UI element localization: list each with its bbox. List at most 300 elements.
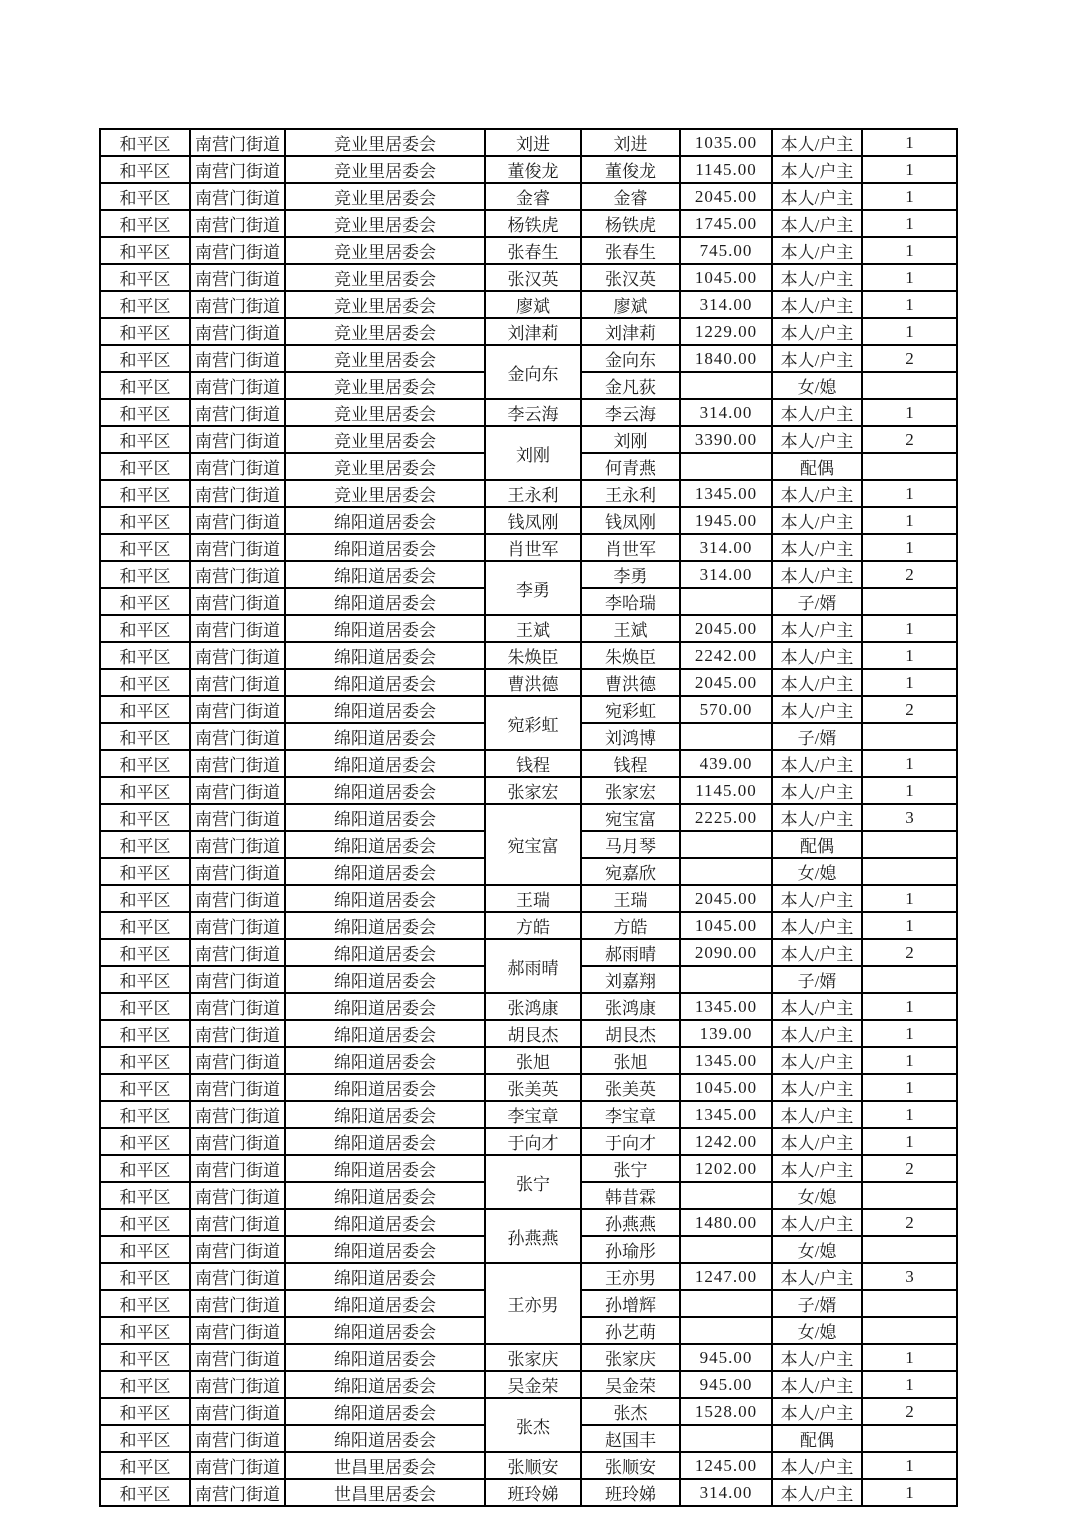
cell-committee: 绵阳道居委会 — [285, 777, 485, 804]
cell-applicant: 张春生 — [485, 237, 581, 264]
cell-member: 马月琴 — [581, 831, 680, 858]
cell-amount — [680, 966, 772, 993]
cell-relation: 本人/户主 — [772, 1263, 862, 1290]
cell-district: 和平区 — [100, 1452, 190, 1479]
cell-committee: 绵阳道居委会 — [285, 642, 485, 669]
cell-district: 和平区 — [100, 1263, 190, 1290]
cell-district: 和平区 — [100, 1155, 190, 1182]
cell-street: 南营门街道 — [190, 696, 285, 723]
cell-relation: 本人/户主 — [772, 804, 862, 831]
cell-street: 南营门街道 — [190, 1425, 285, 1452]
cell-relation: 本人/户主 — [772, 750, 862, 777]
cell-committee: 绵阳道居委会 — [285, 588, 485, 615]
cell-count — [862, 1425, 957, 1452]
cell-amount — [680, 723, 772, 750]
cell-member: 李哈瑞 — [581, 588, 680, 615]
cell-member: 杨铁虎 — [581, 210, 680, 237]
cell-amount: 1229.00 — [680, 318, 772, 345]
cell-count — [862, 1236, 957, 1263]
cell-amount: 314.00 — [680, 399, 772, 426]
cell-applicant: 王永利 — [485, 480, 581, 507]
cell-applicant: 李云海 — [485, 399, 581, 426]
cell-committee: 绵阳道居委会 — [285, 507, 485, 534]
cell-district: 和平区 — [100, 1047, 190, 1074]
cell-street: 南营门街道 — [190, 669, 285, 696]
cell-relation: 本人/户主 — [772, 210, 862, 237]
cell-member: 张宁 — [581, 1155, 680, 1182]
cell-relation: 女/媳 — [772, 372, 862, 399]
cell-district: 和平区 — [100, 669, 190, 696]
cell-amount — [680, 453, 772, 480]
cell-district: 和平区 — [100, 1101, 190, 1128]
cell-member: 朱焕臣 — [581, 642, 680, 669]
cell-district: 和平区 — [100, 129, 190, 156]
cell-district: 和平区 — [100, 318, 190, 345]
cell-amount: 1045.00 — [680, 264, 772, 291]
cell-street: 南营门街道 — [190, 858, 285, 885]
cell-count: 1 — [862, 210, 957, 237]
cell-count: 2 — [862, 1398, 957, 1425]
cell-district: 和平区 — [100, 507, 190, 534]
cell-count: 1 — [862, 129, 957, 156]
cell-district: 和平区 — [100, 1074, 190, 1101]
cell-street: 南营门街道 — [190, 723, 285, 750]
cell-street: 南营门街道 — [190, 561, 285, 588]
cell-committee: 绵阳道居委会 — [285, 669, 485, 696]
cell-street: 南营门街道 — [190, 156, 285, 183]
cell-count: 1 — [862, 183, 957, 210]
cell-count: 2 — [862, 426, 957, 453]
cell-applicant: 张杰 — [485, 1398, 581, 1452]
cell-relation: 本人/户主 — [772, 669, 862, 696]
cell-relation: 本人/户主 — [772, 345, 862, 372]
table-row — [100, 1479, 957, 1506]
cell-relation: 本人/户主 — [772, 1344, 862, 1371]
table-row — [100, 561, 957, 588]
cell-member: 郝雨晴 — [581, 939, 680, 966]
cell-relation: 本人/户主 — [772, 318, 862, 345]
cell-amount: 1945.00 — [680, 507, 772, 534]
cell-member: 吴金荣 — [581, 1371, 680, 1398]
cell-street: 南营门街道 — [190, 210, 285, 237]
cell-amount: 314.00 — [680, 1479, 772, 1506]
table-row — [100, 345, 957, 372]
cell-amount: 1247.00 — [680, 1263, 772, 1290]
cell-committee: 绵阳道居委会 — [285, 1290, 485, 1317]
cell-relation: 本人/户主 — [772, 183, 862, 210]
cell-street: 南营门街道 — [190, 1452, 285, 1479]
cell-count — [862, 588, 957, 615]
cell-committee: 绵阳道居委会 — [285, 939, 485, 966]
cell-relation: 本人/户主 — [772, 939, 862, 966]
cell-amount: 1345.00 — [680, 1101, 772, 1128]
cell-committee: 竞业里居委会 — [285, 345, 485, 372]
cell-street: 南营门街道 — [190, 1344, 285, 1371]
cell-relation: 配偶 — [772, 1425, 862, 1452]
cell-committee: 绵阳道居委会 — [285, 723, 485, 750]
cell-applicant: 张汉英 — [485, 264, 581, 291]
cell-member: 胡艮杰 — [581, 1020, 680, 1047]
cell-relation: 本人/户主 — [772, 1398, 862, 1425]
cell-district: 和平区 — [100, 939, 190, 966]
cell-applicant: 钱凤刚 — [485, 507, 581, 534]
cell-district: 和平区 — [100, 1479, 190, 1506]
cell-count: 1 — [862, 318, 957, 345]
cell-district: 和平区 — [100, 426, 190, 453]
cell-committee: 竞业里居委会 — [285, 426, 485, 453]
cell-amount: 1045.00 — [680, 912, 772, 939]
cell-amount: 1202.00 — [680, 1155, 772, 1182]
cell-count — [862, 858, 957, 885]
cell-member: 刘刚 — [581, 426, 680, 453]
cell-district: 和平区 — [100, 156, 190, 183]
cell-district: 和平区 — [100, 1290, 190, 1317]
cell-district: 和平区 — [100, 966, 190, 993]
cell-count: 1 — [862, 615, 957, 642]
table-row — [100, 183, 957, 210]
cell-relation: 本人/户主 — [772, 237, 862, 264]
cell-street: 南营门街道 — [190, 453, 285, 480]
cell-applicant: 王瑞 — [485, 885, 581, 912]
cell-district: 和平区 — [100, 750, 190, 777]
cell-member: 金凡荻 — [581, 372, 680, 399]
cell-district: 和平区 — [100, 696, 190, 723]
cell-amount: 1045.00 — [680, 1074, 772, 1101]
cell-district: 和平区 — [100, 615, 190, 642]
cell-amount: 2045.00 — [680, 615, 772, 642]
cell-count: 1 — [862, 1371, 957, 1398]
cell-street: 南营门街道 — [190, 534, 285, 561]
cell-amount: 314.00 — [680, 291, 772, 318]
cell-member: 李宝章 — [581, 1101, 680, 1128]
cell-committee: 绵阳道居委会 — [285, 1209, 485, 1236]
table-row — [100, 156, 957, 183]
cell-member: 张旭 — [581, 1047, 680, 1074]
cell-relation: 本人/户主 — [772, 264, 862, 291]
cell-member: 肖世军 — [581, 534, 680, 561]
cell-committee: 绵阳道居委会 — [285, 804, 485, 831]
cell-street: 南营门街道 — [190, 1155, 285, 1182]
cell-member: 张家宏 — [581, 777, 680, 804]
cell-relation: 本人/户主 — [772, 1209, 862, 1236]
cell-member: 曹洪德 — [581, 669, 680, 696]
cell-amount: 314.00 — [680, 561, 772, 588]
cell-street: 南营门街道 — [190, 966, 285, 993]
cell-street: 南营门街道 — [190, 507, 285, 534]
cell-relation: 本人/户主 — [772, 534, 862, 561]
cell-street: 南营门街道 — [190, 1128, 285, 1155]
cell-committee: 竞业里居委会 — [285, 372, 485, 399]
cell-member: 宛嘉欣 — [581, 858, 680, 885]
cell-committee: 绵阳道居委会 — [285, 696, 485, 723]
cell-amount: 945.00 — [680, 1344, 772, 1371]
cell-count — [862, 831, 957, 858]
cell-member: 孙瑜彤 — [581, 1236, 680, 1263]
cell-committee: 绵阳道居委会 — [285, 1128, 485, 1155]
table-row — [100, 507, 957, 534]
cell-applicant: 朱焕臣 — [485, 642, 581, 669]
cell-relation: 本人/户主 — [772, 993, 862, 1020]
cell-street: 南营门街道 — [190, 1263, 285, 1290]
cell-amount: 1345.00 — [680, 480, 772, 507]
cell-count — [862, 1290, 957, 1317]
cell-count: 1 — [862, 1128, 957, 1155]
cell-relation: 子/婿 — [772, 723, 862, 750]
cell-relation: 本人/户主 — [772, 291, 862, 318]
cell-committee: 绵阳道居委会 — [285, 993, 485, 1020]
cell-district: 和平区 — [100, 480, 190, 507]
cell-committee: 竞业里居委会 — [285, 210, 485, 237]
cell-relation: 女/媳 — [772, 1236, 862, 1263]
cell-applicant: 曹洪德 — [485, 669, 581, 696]
cell-committee: 绵阳道居委会 — [285, 858, 485, 885]
table-row — [100, 939, 957, 966]
table-row — [100, 318, 957, 345]
cell-count: 2 — [862, 1209, 957, 1236]
cell-member: 张家庆 — [581, 1344, 680, 1371]
cell-count — [862, 1182, 957, 1209]
cell-applicant: 张旭 — [485, 1047, 581, 1074]
cell-count: 2 — [862, 1155, 957, 1182]
cell-member: 金向东 — [581, 345, 680, 372]
cell-amount: 139.00 — [680, 1020, 772, 1047]
cell-amount: 2045.00 — [680, 183, 772, 210]
cell-street: 南营门街道 — [190, 291, 285, 318]
cell-district: 和平区 — [100, 264, 190, 291]
cell-district: 和平区 — [100, 210, 190, 237]
cell-member: 于向才 — [581, 1128, 680, 1155]
table-row — [100, 1398, 957, 1425]
cell-relation: 配偶 — [772, 453, 862, 480]
table-row — [100, 1344, 957, 1371]
cell-member: 赵国丰 — [581, 1425, 680, 1452]
table-row — [100, 993, 957, 1020]
cell-committee: 竞业里居委会 — [285, 291, 485, 318]
cell-member: 张春生 — [581, 237, 680, 264]
cell-applicant: 张美英 — [485, 1074, 581, 1101]
table-row — [100, 1452, 957, 1479]
cell-street: 南营门街道 — [190, 1020, 285, 1047]
cell-relation: 本人/户主 — [772, 1128, 862, 1155]
cell-committee: 绵阳道居委会 — [285, 750, 485, 777]
cell-district: 和平区 — [100, 1317, 190, 1344]
cell-committee: 绵阳道居委会 — [285, 1074, 485, 1101]
cell-street: 南营门街道 — [190, 1290, 285, 1317]
cell-committee: 竞业里居委会 — [285, 237, 485, 264]
cell-street: 南营门街道 — [190, 264, 285, 291]
cell-committee: 竞业里居委会 — [285, 399, 485, 426]
cell-member: 刘嘉翔 — [581, 966, 680, 993]
cell-applicant: 孙燕燕 — [485, 1209, 581, 1263]
cell-count — [862, 723, 957, 750]
cell-street: 南营门街道 — [190, 993, 285, 1020]
table-row — [100, 399, 957, 426]
table-row — [100, 264, 957, 291]
cell-applicant: 张鸿康 — [485, 993, 581, 1020]
cell-relation: 本人/户主 — [772, 912, 862, 939]
cell-street: 南营门街道 — [190, 912, 285, 939]
cell-amount: 1345.00 — [680, 1047, 772, 1074]
cell-committee: 绵阳道居委会 — [285, 534, 485, 561]
cell-committee: 绵阳道居委会 — [285, 1317, 485, 1344]
cell-member: 张美英 — [581, 1074, 680, 1101]
cell-street: 南营门街道 — [190, 777, 285, 804]
cell-district: 和平区 — [100, 1128, 190, 1155]
cell-district: 和平区 — [100, 1398, 190, 1425]
table-row — [100, 534, 957, 561]
cell-street: 南营门街道 — [190, 1479, 285, 1506]
cell-applicant: 宛宝富 — [485, 804, 581, 885]
cell-member: 钱程 — [581, 750, 680, 777]
cell-district: 和平区 — [100, 372, 190, 399]
cell-count: 1 — [862, 993, 957, 1020]
cell-amount: 3390.00 — [680, 426, 772, 453]
table-row — [100, 1101, 957, 1128]
cell-committee: 竞业里居委会 — [285, 480, 485, 507]
cell-count: 3 — [862, 804, 957, 831]
cell-committee: 绵阳道居委会 — [285, 912, 485, 939]
cell-relation: 女/媳 — [772, 1182, 862, 1209]
cell-applicant: 金向东 — [485, 345, 581, 399]
cell-street: 南营门街道 — [190, 1236, 285, 1263]
cell-member: 刘津莉 — [581, 318, 680, 345]
cell-member: 张鸿康 — [581, 993, 680, 1020]
cell-committee: 绵阳道居委会 — [285, 1047, 485, 1074]
cell-committee: 竞业里居委会 — [285, 129, 485, 156]
cell-amount — [680, 588, 772, 615]
cell-applicant: 刘津莉 — [485, 318, 581, 345]
cell-member: 董俊龙 — [581, 156, 680, 183]
cell-count: 1 — [862, 399, 957, 426]
cell-street: 南营门街道 — [190, 804, 285, 831]
cell-street: 南营门街道 — [190, 1101, 285, 1128]
cell-committee: 竞业里居委会 — [285, 156, 485, 183]
cell-district: 和平区 — [100, 723, 190, 750]
cell-street: 南营门街道 — [190, 588, 285, 615]
cell-district: 和平区 — [100, 1425, 190, 1452]
cell-amount — [680, 1182, 772, 1209]
cell-street: 南营门街道 — [190, 1371, 285, 1398]
cell-amount: 2045.00 — [680, 669, 772, 696]
cell-district: 和平区 — [100, 993, 190, 1020]
cell-street: 南营门街道 — [190, 1209, 285, 1236]
cell-district: 和平区 — [100, 804, 190, 831]
cell-applicant: 董俊龙 — [485, 156, 581, 183]
table-row — [100, 804, 957, 831]
cell-street: 南营门街道 — [190, 237, 285, 264]
cell-member: 李云海 — [581, 399, 680, 426]
cell-district: 和平区 — [100, 345, 190, 372]
cell-amount — [680, 1317, 772, 1344]
cell-relation: 本人/户主 — [772, 615, 862, 642]
table-row — [100, 1047, 957, 1074]
cell-member: 张汉英 — [581, 264, 680, 291]
cell-street: 南营门街道 — [190, 480, 285, 507]
cell-amount — [680, 372, 772, 399]
table-row — [100, 1209, 957, 1236]
cell-member: 金睿 — [581, 183, 680, 210]
cell-district: 和平区 — [100, 1020, 190, 1047]
cell-applicant: 张宁 — [485, 1155, 581, 1209]
cell-count: 1 — [862, 264, 957, 291]
table-row — [100, 1371, 957, 1398]
cell-applicant: 金睿 — [485, 183, 581, 210]
cell-street: 南营门街道 — [190, 318, 285, 345]
cell-committee: 绵阳道居委会 — [285, 1398, 485, 1425]
cell-applicant: 王亦男 — [485, 1263, 581, 1344]
cell-count: 1 — [862, 1344, 957, 1371]
cell-applicant: 郝雨晴 — [485, 939, 581, 993]
cell-street: 南营门街道 — [190, 831, 285, 858]
cell-relation: 子/婿 — [772, 588, 862, 615]
cell-amount: 1145.00 — [680, 156, 772, 183]
cell-count: 1 — [862, 669, 957, 696]
cell-committee: 世昌里居委会 — [285, 1452, 485, 1479]
cell-count: 1 — [862, 507, 957, 534]
cell-member: 王永利 — [581, 480, 680, 507]
cell-count: 1 — [862, 642, 957, 669]
cell-relation: 本人/户主 — [772, 1155, 862, 1182]
cell-count: 1 — [862, 777, 957, 804]
cell-applicant: 吴金荣 — [485, 1371, 581, 1398]
cell-street: 南营门街道 — [190, 615, 285, 642]
cell-district: 和平区 — [100, 1209, 190, 1236]
cell-committee: 世昌里居委会 — [285, 1479, 485, 1506]
table-row — [100, 210, 957, 237]
cell-member: 张顺安 — [581, 1452, 680, 1479]
cell-member: 班玲娣 — [581, 1479, 680, 1506]
cell-district: 和平区 — [100, 561, 190, 588]
cell-member: 方皓 — [581, 912, 680, 939]
cell-amount: 1242.00 — [680, 1128, 772, 1155]
cell-district: 和平区 — [100, 777, 190, 804]
cell-count — [862, 372, 957, 399]
cell-applicant: 方皓 — [485, 912, 581, 939]
cell-member: 孙燕燕 — [581, 1209, 680, 1236]
table-row — [100, 291, 957, 318]
cell-amount: 570.00 — [680, 696, 772, 723]
cell-relation: 本人/户主 — [772, 399, 862, 426]
cell-amount: 2045.00 — [680, 885, 772, 912]
cell-relation: 本人/户主 — [772, 885, 862, 912]
cell-committee: 绵阳道居委会 — [285, 615, 485, 642]
cell-street: 南营门街道 — [190, 642, 285, 669]
cell-street: 南营门街道 — [190, 183, 285, 210]
cell-relation: 本人/户主 — [772, 1371, 862, 1398]
table-row — [100, 1020, 957, 1047]
cell-applicant: 于向才 — [485, 1128, 581, 1155]
cell-amount: 945.00 — [680, 1371, 772, 1398]
benefits-roster-table — [99, 128, 958, 1507]
cell-count — [862, 966, 957, 993]
cell-district: 和平区 — [100, 534, 190, 561]
cell-count: 1 — [862, 237, 957, 264]
table-row — [100, 1128, 957, 1155]
cell-applicant: 刘刚 — [485, 426, 581, 480]
cell-amount: 745.00 — [680, 237, 772, 264]
table-row — [100, 1155, 957, 1182]
table-row — [100, 696, 957, 723]
cell-count: 1 — [862, 1020, 957, 1047]
cell-member: 孙艺萌 — [581, 1317, 680, 1344]
cell-relation: 女/媳 — [772, 1317, 862, 1344]
cell-relation: 子/婿 — [772, 1290, 862, 1317]
cell-amount: 2090.00 — [680, 939, 772, 966]
cell-committee: 绵阳道居委会 — [285, 1371, 485, 1398]
table-row — [100, 885, 957, 912]
table-row — [100, 642, 957, 669]
cell-amount: 439.00 — [680, 750, 772, 777]
